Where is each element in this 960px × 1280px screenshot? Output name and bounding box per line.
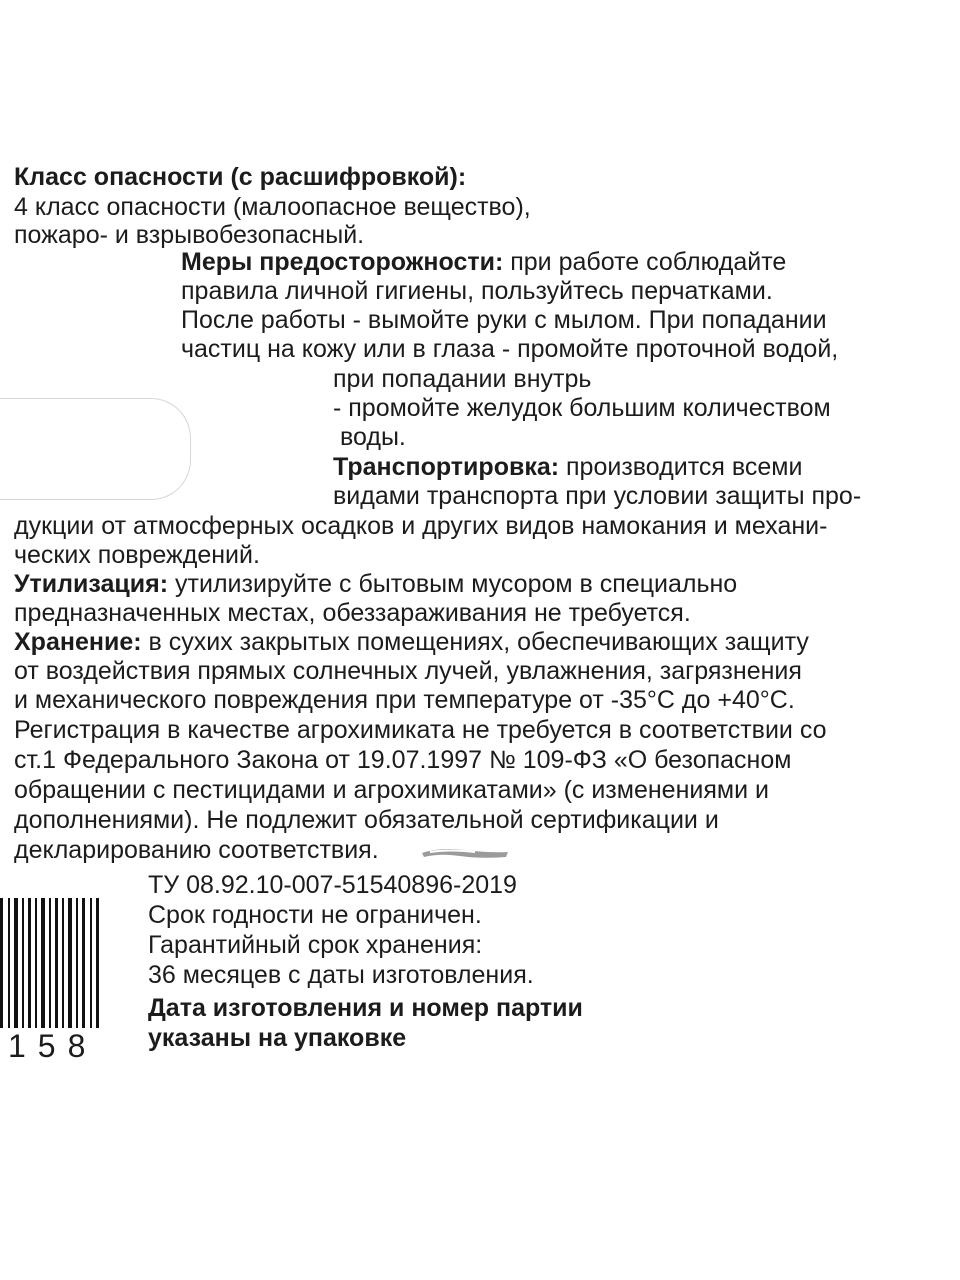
precautions-line-1 (181, 247, 786, 277)
batch-info-line-2: указаны на упаковке (148, 1024, 407, 1052)
precautions-heading: Меры предосторожности: (181, 248, 504, 276)
storage-heading: Хранение: (14, 628, 142, 656)
precautions-text-1: при работе соблюдайте (503, 248, 787, 276)
hazard-class-line-2: пожаро- и взрывобезопасный. (14, 221, 365, 249)
disposal-line-2: предназначенных местах, обеззараживания не требуется. (14, 599, 691, 627)
storage-line-2: от воздействия прямых солнечных лучей, увлажнения, загрязнения (14, 657, 802, 685)
precautions-line-5: при попадании внутрь (333, 365, 592, 393)
transport-line-4: ческих повреждений. (14, 541, 260, 569)
precautions-line-7: воды. (340, 423, 406, 451)
storage-line-3: и механического повреждения при температуре от -35°С до +40°С. (14, 686, 795, 714)
precautions-line-2: правила личной гигиены, пользуйтесь перчатками. (181, 277, 773, 305)
precautions-line-4: частиц на кожу или в глаза - промойте проточной водой, (181, 335, 839, 363)
hazard-class-heading: Класс опасности (с расшифровкой): (14, 163, 467, 191)
glare-mark (420, 846, 510, 860)
tu-number: ТУ 08.92.10-007-51540896-2019 (148, 871, 517, 899)
hazard-class-line-1: 4 класс опасности (малоопасное вещество), (14, 193, 531, 221)
guarantee-label: Гарантийный срок хранения: (148, 931, 483, 959)
transport-line-2: видами транспорта при условии защиты про- (333, 482, 862, 510)
barcode-digits: 158 (8, 1028, 98, 1064)
registration-line-4: дополнениями). Не подлежит обязательной сертификации и (14, 806, 719, 834)
batch-info-line-1: Дата изготовления и номер партии (148, 994, 583, 1022)
registration-line-5: декларированию соответствия. (14, 836, 379, 864)
shelf-life: Срок годности не ограничен. (148, 901, 482, 929)
package-cutout-outline (0, 398, 191, 500)
precautions-line-3: После работы - вымойте руки с мылом. При попадании (181, 306, 827, 334)
storage-line-1 (14, 627, 809, 657)
storage-text-1: в сухих закрытых помещениях, обеспечивающих защиту (141, 628, 809, 656)
transport-heading: Транспортировка: (333, 453, 560, 481)
registration-line-2: ст.1 Федерального Закона от 19.07.1997 № 109-ФЗ «О безопасном (14, 746, 792, 774)
registration-line-3: обращении с пестицидами и агрохимикатами» (с изменениями и (14, 776, 769, 804)
transport-line-3: дукции от атмосферных осадков и других видов намокания и механи- (14, 512, 828, 540)
disposal-line-1 (14, 569, 737, 599)
disposal-heading: Утилизация: (14, 570, 169, 598)
registration-line-1: Регистрация в качестве агрохимиката не требуется в соответствии со (14, 716, 827, 744)
disposal-text-1: утилизируйте с бытовым мусором в специально (168, 570, 738, 598)
transport-text-1: производится всеми (559, 453, 803, 481)
guarantee-value: 36 месяцев с даты изготовления. (148, 961, 534, 989)
transport-line-1 (333, 452, 802, 482)
barcode-image (0, 898, 104, 1028)
precautions-line-6: - промойте желудок большим количеством (333, 394, 831, 422)
